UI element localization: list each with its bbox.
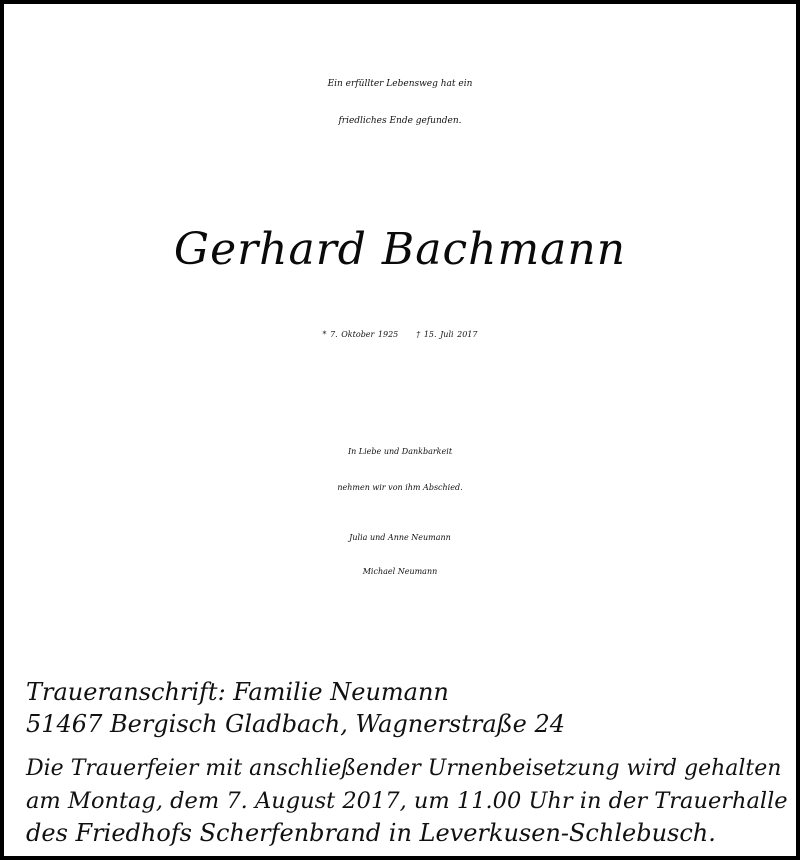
farewell-line-2: nehmen wir von ihm Abschied.: [337, 483, 463, 492]
life-dates: [4, 331, 796, 339]
address-line-2: 51467 Bergisch Gladbach, Wagnerstraße 24: [26, 710, 566, 738]
mourner-name: Michael Neumann: [362, 567, 438, 576]
service-line-2: am Montag, dem 7. August 2017, um 11.00 Uhr in der Trauerhalle: [26, 788, 788, 814]
death-date: † 15. Juli 2017: [416, 330, 478, 339]
motto-line-1: Ein erfüllter Lebensweg hat ein: [327, 79, 473, 89]
motto-line-2: friedliches Ende gefunden.: [338, 116, 462, 126]
deceased-name: Gerhard Bachmann: [173, 224, 627, 275]
birth-date: * 7. Oktober 1925: [322, 330, 399, 339]
address-line-1: Traueranschrift: Familie Neumann: [26, 678, 449, 706]
mourner-name: Julia und Anne Neumann: [349, 533, 451, 542]
service-line-3: des Friedhofs Scherfenbrand in Leverkusen-Schlebusch.: [26, 819, 716, 847]
farewell-line-1: In Liebe und Dankbarkeit: [347, 447, 453, 456]
service-line-1: Die Trauerfeier mit anschließender Urnenbeisetzung wird gehalten: [26, 756, 782, 781]
